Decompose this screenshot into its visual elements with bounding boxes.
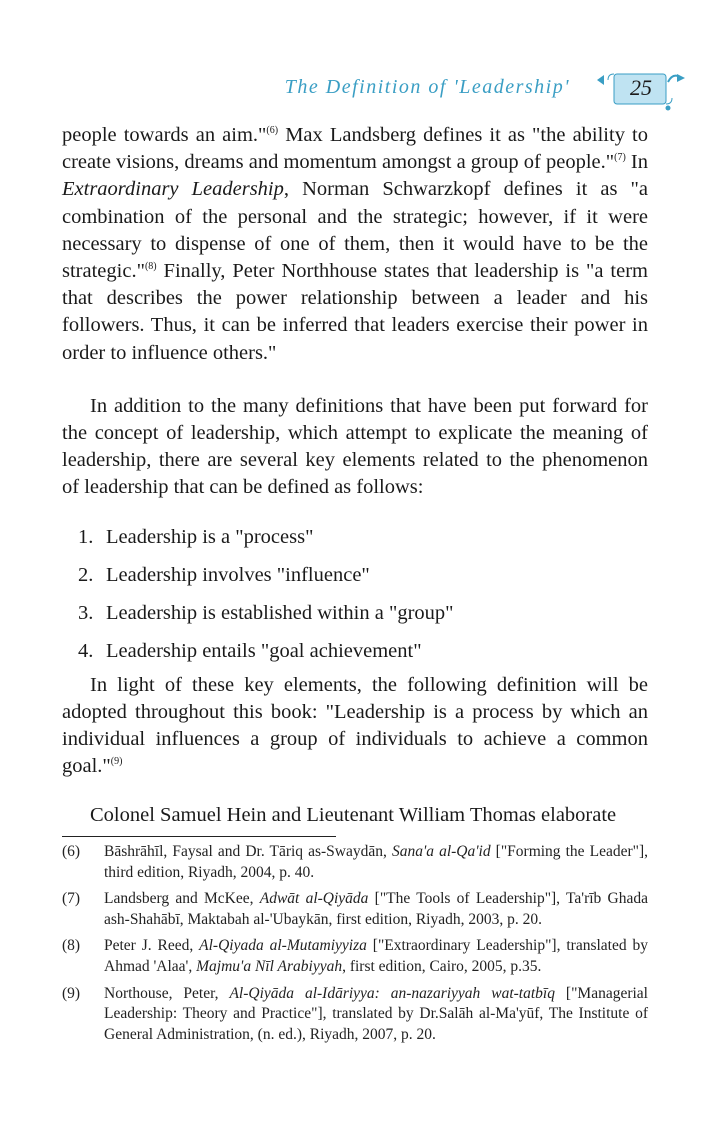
text-run: , Norman Schwarzkopf defines it as "a combination of the personal and the strategic; however, if it were necessary to dispense of one of them, then it would have to be the strategic."	[62, 178, 648, 283]
text-run: In light of these key elements, the following definition will be adopted throughout this book: "Leadership is a process by which an individual influences a group of individuals to achieve a common goal."	[62, 673, 648, 778]
footnote-number: (6)	[62, 843, 81, 860]
list-number: 2.	[78, 563, 94, 586]
footnote-ref: (8)	[144, 261, 157, 273]
footnote-number: (7)	[62, 890, 81, 908]
footnote-number: (8)	[62, 937, 81, 955]
footnote	[62, 984, 648, 1046]
text-run: In	[625, 151, 648, 174]
footnote	[62, 842, 648, 883]
running-title: The Definition of 'Leadership'	[284, 76, 570, 98]
text-run: Finally, Peter Northhouse states that leadership is "a term that describes the power relationship between a leader and his followers. Thus, it can be inferred that leaders exercise their power in order to influence others."	[62, 260, 648, 364]
list-item	[62, 556, 648, 594]
paragraph-2: In addition to the many definitions that have been put forward for the concept of leadership, which attempt to explicate the meaning of leadership, there are several key elements related to the phenomenon of leadership that can be defined as follows:	[62, 394, 648, 499]
footnote-ref: (7)	[614, 152, 626, 164]
list-text: Leadership is a "process"	[106, 525, 314, 548]
page-header	[0, 68, 720, 118]
footnotes	[62, 842, 648, 1051]
text-run: Max Landsberg defines it as "the ability to create visions, dreams and momentum amongst a group of people."	[62, 124, 648, 174]
list-text: Leadership involves "influence"	[106, 563, 370, 586]
footnote-text: Landsberg and McKee, Adwāt al-Qiyāda ["The Tools of Leadership"], Ta'rīb Ghada ash-Shahābī, Maktabah al-'Ubaykān, first edition, Riyadh, 2003, p. 20.	[104, 890, 648, 928]
footnote-ref: (6)	[266, 125, 279, 136]
paragraph-1	[62, 122, 648, 367]
list-text: Leadership is established within a "group"	[106, 601, 454, 624]
list-item	[62, 632, 648, 670]
footnote-ref: (9)	[110, 756, 123, 768]
list-text: Leadership entails "goal achievement"	[106, 639, 422, 662]
page-number: 25	[630, 75, 652, 100]
paragraph-3	[62, 672, 648, 781]
text-run: people towards an aim."	[62, 124, 267, 146]
main-text	[62, 122, 648, 830]
list-number: 1.	[78, 525, 94, 548]
page-number-badge	[594, 68, 686, 112]
footnote-text: Peter J. Reed, Al-Qiyada al-Mutamiyyiza ["Extraordinary Leadership"], translated by Ahmad 'Alaa', Majmu'a Nīl Arabiyyah, first edition, Cairo, 2005, p.35.	[104, 937, 648, 975]
book-title: Extraordinary Leadership	[62, 178, 284, 201]
footnote-divider	[62, 836, 336, 837]
footnote-text: Northouse, Peter, Al-Qiyāda al-Idāriyya: an-nazariyyah wat-tatbīq ["Managerial Leadership: Theory and Practice"], translated by Dr.Salāh al-Ma'yūf, The Institute of General Administration, (n. ed.), Riyadh, 2007, p. 20.	[104, 984, 648, 1043]
footnote	[62, 889, 648, 930]
list-item	[62, 594, 648, 632]
footnote-text: Bāshrāhīl, Faysal and Dr. Tāriq as-Swaydān, Sana'a al-Qa'id ["Forming the Leader"], third edition, Riyadh, 2004, p. 40.	[104, 843, 648, 881]
footnote	[62, 936, 648, 977]
list-number: 4.	[78, 639, 94, 662]
key-elements-list	[62, 518, 648, 670]
list-number: 3.	[78, 601, 94, 624]
footnote-number: (9)	[62, 984, 81, 1002]
list-item	[62, 518, 648, 556]
paragraph-4: Colonel Samuel Hein and Lieutenant William Thomas elaborate	[90, 804, 617, 827]
